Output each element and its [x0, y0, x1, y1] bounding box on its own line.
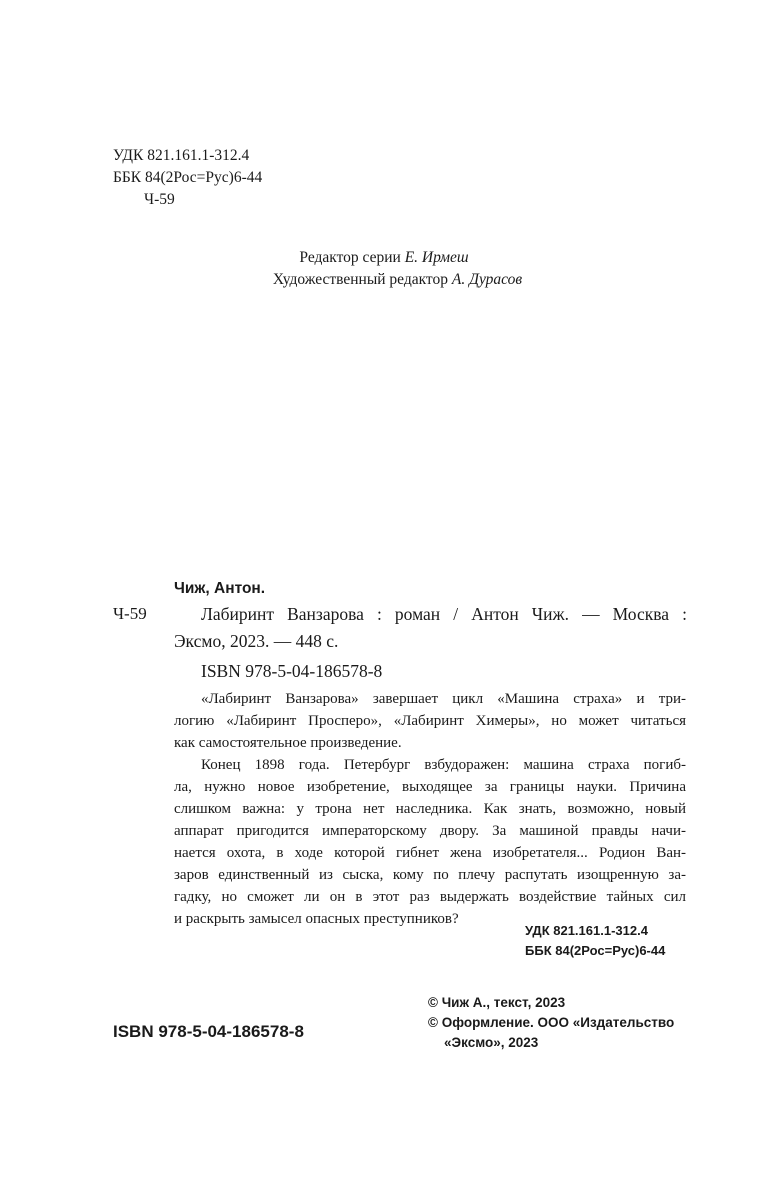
- isbn-line: ISBN 978-5-04-186578-8: [201, 661, 383, 681]
- author-mark-top: Ч-59: [144, 191, 175, 208]
- series-editor-name: Е. Ирмеш: [404, 249, 469, 266]
- annotation-line: Конец 1898 года. Петербург взбудоражен: машина страха погиб-: [201, 757, 686, 773]
- book-title-line: Лабиринт Ванзарова : роман / Антон Чиж. — Москва :: [201, 604, 687, 624]
- art-editor-label: Художественный редактор: [272, 271, 449, 288]
- copyright-design: © Оформление. ООО «Издательство: [428, 1015, 675, 1030]
- bbk-code-top: ББК 84(2Рос=Рус)6-44: [113, 169, 263, 186]
- bbk-code-bottom: ББК 84(2Рос=Рус)6-44: [525, 943, 666, 958]
- annotation-line: аппарат пригодится императорскому двору. За машиной правды начи-: [174, 823, 686, 839]
- udk-code-bottom: УДК 821.161.1-312.4: [525, 923, 648, 938]
- annotation-line: заров единственный из сыска, кому по плечу распутать изощренную за-: [174, 867, 686, 883]
- art-editor-name: А. Дурасов: [451, 271, 523, 288]
- udk-code-top: УДК 821.161.1-312.4: [113, 147, 250, 164]
- series-editor-label: Редактор серии: [299, 249, 401, 266]
- isbn-footer: ISBN 978-5-04-186578-8: [113, 1022, 304, 1041]
- publisher-line: Эксмо, 2023. — 448 с.: [174, 631, 339, 651]
- art-editor-line: [0, 269, 768, 291]
- annotation-line: «Лабиринт Ванзарова» завершает цикл «Машина страха» и три-: [201, 691, 686, 707]
- annotation-line: как самостоятельное произведение.: [174, 735, 402, 751]
- annotation-line: ла, нужно новое изобретение, выходящее за границы науки. Причина: [174, 779, 686, 795]
- copyright-text: © Чиж А., текст, 2023: [428, 995, 566, 1010]
- copyright-publisher: «Эксмо», 2023: [444, 1035, 539, 1050]
- author-heading: Чиж, Антон.: [174, 580, 266, 597]
- annotation-line: логию «Лабиринт Просперо», «Лабиринт Химеры», но может читаться: [174, 713, 686, 729]
- annotation-line: слишком важна: у трона нет наследника. Как знать, возможно, новый: [174, 801, 686, 817]
- annotation-line: гадку, но сможет ли он в этот раз выдержать воздействие тайных сил: [174, 889, 686, 905]
- annotation-line: нается охота, в ходе которой гибнет жена изобретателя... Родион Ван-: [174, 845, 686, 861]
- author-mark: Ч-59: [113, 604, 147, 623]
- series-editor-line: [0, 247, 768, 269]
- annotation-line: и раскрыть замысел опасных преступников?: [174, 911, 459, 927]
